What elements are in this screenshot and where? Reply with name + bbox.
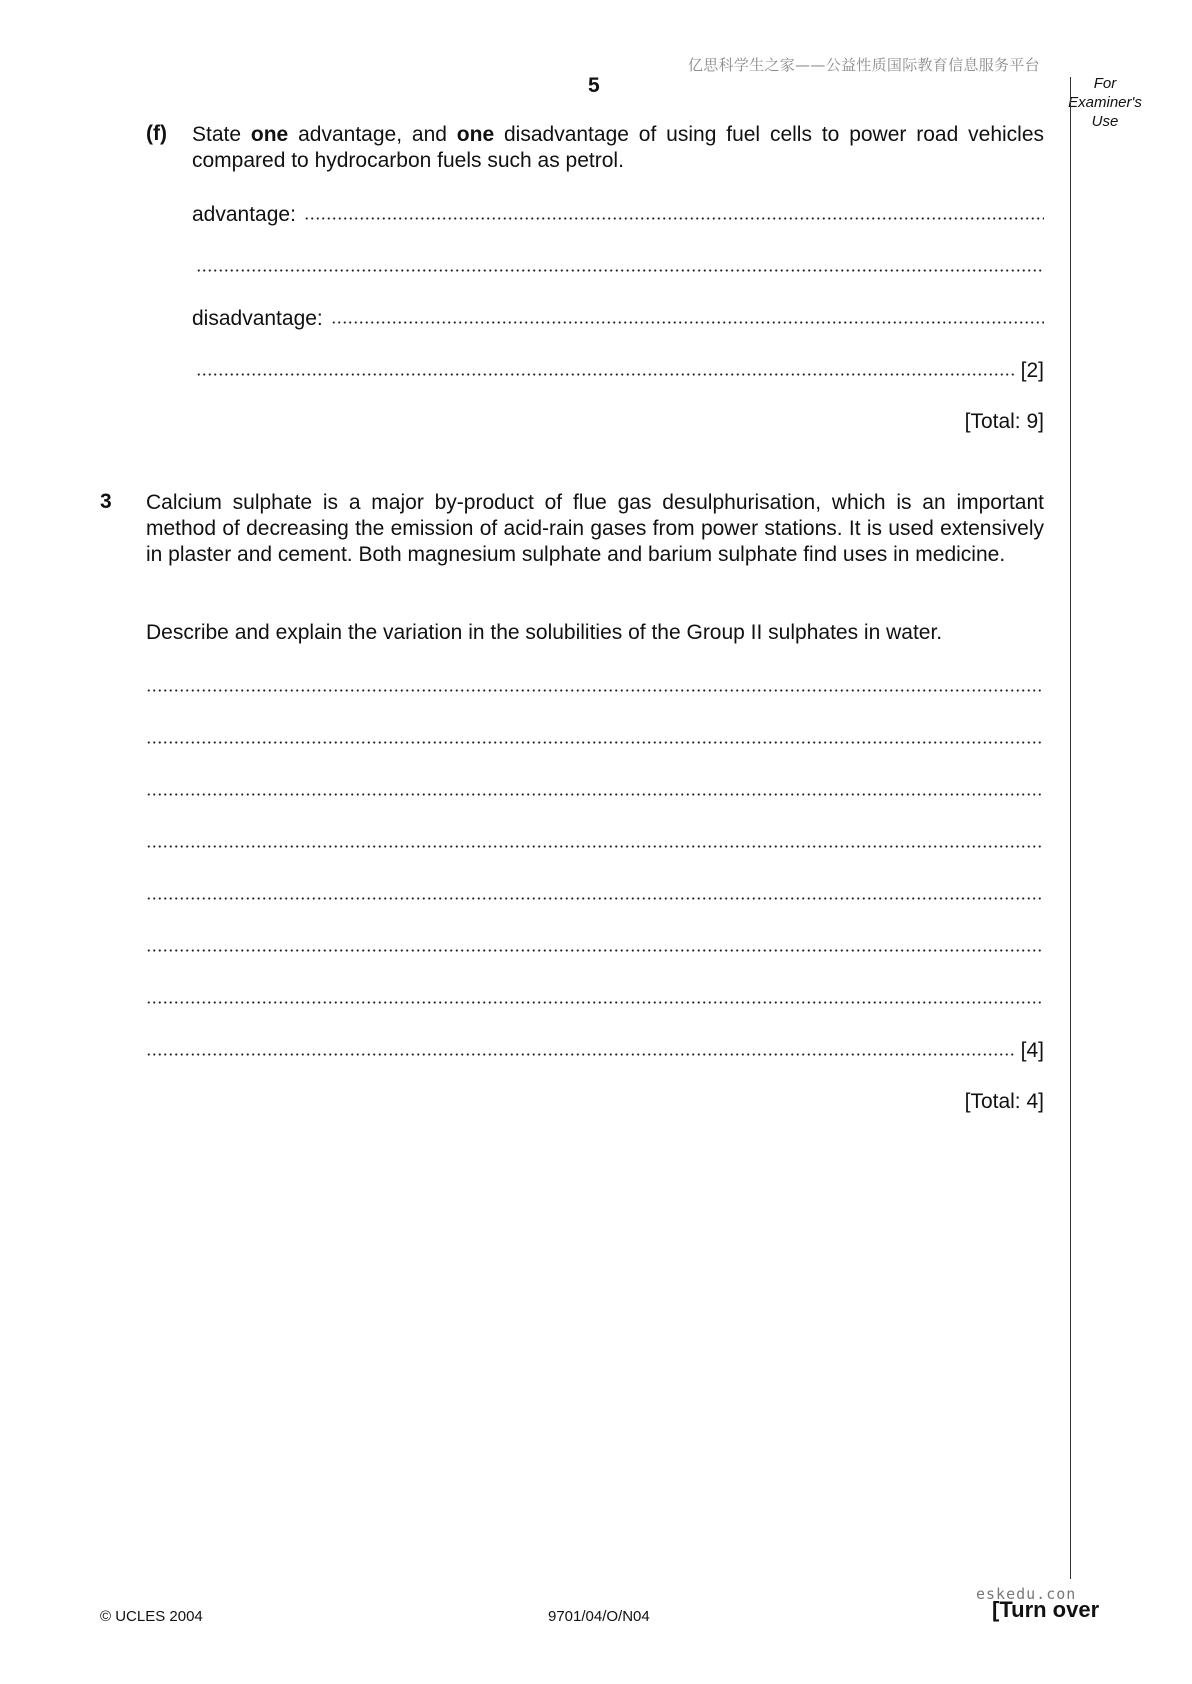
advantage-answer-line-1[interactable] [192,201,1044,227]
q3-answer-line-6[interactable] [146,933,1044,953]
part-f-question-bold-one: one [250,123,289,146]
q3-answer-line-7[interactable] [146,985,1044,1005]
examiner-margin-rule [1070,77,1071,1579]
q3-answer-line-2[interactable] [146,725,1044,745]
disadvantage-label: disadvantage: [192,307,323,330]
question-3-number: 3 [100,490,112,513]
q3-answer-line-8[interactable] [146,1037,1044,1063]
part-f-question-pre: State [192,123,251,146]
advantage-label: advantage: [192,203,296,226]
page-number: 5 [588,74,600,97]
part-f-total: [Total: 9] [964,410,1044,433]
part-f-marks: [2] [1020,359,1044,382]
copyright-notice: © UCLES 2004 [100,1608,203,1625]
turn-over-label: [Turn over [992,1597,1100,1622]
q3-answer-line-5[interactable] [146,881,1044,901]
header-watermark: 亿思科学生之家——公益性质国际教育信息服务平台 [688,56,1040,74]
examiner-use-column-heading [1066,74,1144,131]
question-3-marks: [4] [1020,1039,1044,1062]
disadvantage-answer-line-1[interactable] [192,305,1044,331]
examiner-heading-line-3: Use [1091,113,1119,130]
q3-answer-line-3[interactable] [146,777,1044,797]
part-f-question-mid: advantage, and [288,123,457,146]
part-f-question-post: disadvantage of using fuel cells to power road vehicles compared to hydrocarbon fuels such as petrol. [192,123,1045,172]
question-3-task: Describe and explain the variation in the solubilities of the Group II sulphates in water. [146,621,943,644]
part-f-label: (f) [146,122,167,145]
advantage-answer-line-2[interactable] [196,253,1044,273]
examiner-heading-line-1: For [1093,75,1117,92]
part-f-question-bold-two: one [456,123,495,146]
examiner-heading-line-2: Examiner's [1068,94,1142,111]
disadvantage-answer-line-2[interactable] [196,357,1044,383]
question-3-intro: Calcium sulphate is a major by-product of flue gas desulphurisation, which is an important method of decreasing the emission of acid-rain gases from power stations. It is used extensively in plaster and cement. Both magnesium sulphate and barium sulphate find uses in medicine. [146,491,1044,566]
q3-answer-line-1[interactable] [146,673,1044,693]
question-3-total: [Total: 4] [964,1090,1044,1113]
q3-answer-line-4[interactable] [146,829,1044,849]
paper-code: 9701/04/O/N04 [548,1608,650,1625]
footer-watermark: eskedu.con [976,1585,1077,1603]
part-f-question [192,122,1044,174]
